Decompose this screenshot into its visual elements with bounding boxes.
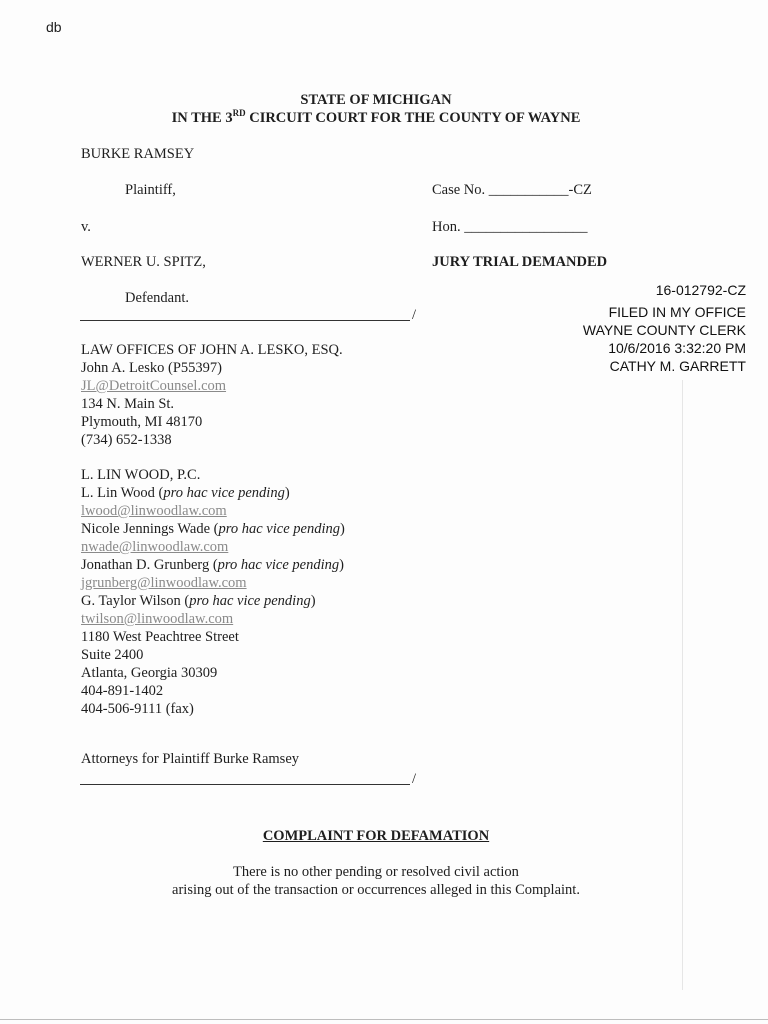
header-court-sup: RD xyxy=(232,108,246,118)
attorney-wilson-name: G. Taylor Wilson xyxy=(81,593,181,609)
header-court-post: CIRCUIT COURT FOR THE COUNTY OF WAYNE xyxy=(245,110,581,126)
attorney-wade-name: Nicole Jennings Wade xyxy=(81,521,211,537)
defendant-name: WERNER U. SPITZ, xyxy=(81,254,206,270)
attorney-wood-name: L. Lin Wood xyxy=(81,485,155,501)
defendant-label: Defendant. xyxy=(125,290,190,306)
plaintiff-name: BURKE RAMSEY xyxy=(81,146,195,162)
counsel-lesko-street: 134 N. Main St. xyxy=(81,396,175,412)
stamp-filed: FILED IN MY OFFICE xyxy=(608,304,746,320)
complaint-statement-2: arising out of the transaction or occurrences alleged in this Complaint. xyxy=(172,882,580,898)
counsel-lesko xyxy=(81,341,343,449)
counsel-wood-phone: 404-891-1402 xyxy=(81,683,164,699)
attorney-grunberg-email-link[interactable]: jgrunberg@linwoodlaw.com xyxy=(81,575,247,591)
jury-demand: JURY TRIAL DEMANDED xyxy=(432,254,608,270)
stamp-case: 16-012792-CZ xyxy=(655,282,746,298)
judge-line: Hon. _________________ xyxy=(432,219,588,235)
counsel-wood-city: Atlanta, Georgia 30309 xyxy=(81,665,218,681)
counsel-wood-suite: Suite 2400 xyxy=(81,647,144,663)
header-court-pre: IN THE 3 xyxy=(171,110,233,126)
complaint-title: COMPLAINT FOR DEFAMATION xyxy=(262,828,490,844)
page-edge xyxy=(0,1019,768,1020)
attorneys-slash: / xyxy=(412,771,417,787)
attorney-wade: Nicole Jennings Wade (pro hac vice pending) xyxy=(81,521,345,537)
attorney-wilson: G. Taylor Wilson (pro hac vice pending) xyxy=(81,593,316,609)
attorney-wood: L. Lin Wood (pro hac vice pending) xyxy=(81,485,290,501)
attorney-wood-email-link[interactable]: lwood@linwoodlaw.com xyxy=(81,503,227,519)
counsel-wood-firm: L. LIN WOOD, P.C. xyxy=(81,467,201,483)
attorney-wade-email-link[interactable]: nwade@linwoodlaw.com xyxy=(81,539,229,555)
header-court xyxy=(0,109,752,127)
attorney-wood-note: pro hac vice pending xyxy=(163,485,285,501)
attorney-grunberg-note: pro hac vice pending xyxy=(217,557,340,573)
counsel-lesko-email-link[interactable]: JL@DetroitCounsel.com xyxy=(81,378,227,394)
attorneys-for: Attorneys for Plaintiff Burke Ramsey xyxy=(81,751,300,767)
stamp-datetime: 10/6/2016 3:32:20 PM xyxy=(608,340,746,356)
attorney-grunberg-name: Jonathan D. Grunberg xyxy=(81,557,210,573)
caption-slash: / xyxy=(412,307,417,323)
attorneys-rule xyxy=(80,784,410,785)
attorney-wilson-note: pro hac vice pending xyxy=(189,593,311,609)
counsel-lesko-city: Plymouth, MI 48170 xyxy=(81,414,203,430)
counsel-lesko-phone: (734) 652-1338 xyxy=(81,432,172,448)
attorney-grunberg: Jonathan D. Grunberg (pro hac vice pending) xyxy=(81,557,344,573)
counsel-lesko-firm: LAW OFFICES OF JOHN A. LESKO, ESQ. xyxy=(81,342,343,358)
complaint-statement-1: There is no other pending or resolved civil action xyxy=(233,864,519,880)
versus: v. xyxy=(81,219,91,235)
attorney-wilson-email-link[interactable]: twilson@linwoodlaw.com xyxy=(81,611,234,627)
stamp-clerk: WAYNE COUNTY CLERK xyxy=(582,322,746,338)
case-number: Case No. ___________-CZ xyxy=(432,182,592,198)
attorney-wade-note: pro hac vice pending xyxy=(218,521,340,537)
caption-rule xyxy=(80,320,410,321)
header-state: STATE OF MICHIGAN xyxy=(300,92,452,108)
plaintiff-label: Plaintiff, xyxy=(125,182,176,198)
counsel-lesko-attorney: John A. Lesko (P55397) xyxy=(81,360,222,376)
counsel-wood xyxy=(81,466,345,718)
counsel-wood-fax: 404-506-9111 (fax) xyxy=(81,701,194,717)
stamp-name: CATHY M. GARRETT xyxy=(609,358,746,374)
clerk-stamp xyxy=(583,281,746,375)
corner-mark: db xyxy=(46,19,62,35)
counsel-wood-street: 1180 West Peachtree Street xyxy=(81,629,239,645)
